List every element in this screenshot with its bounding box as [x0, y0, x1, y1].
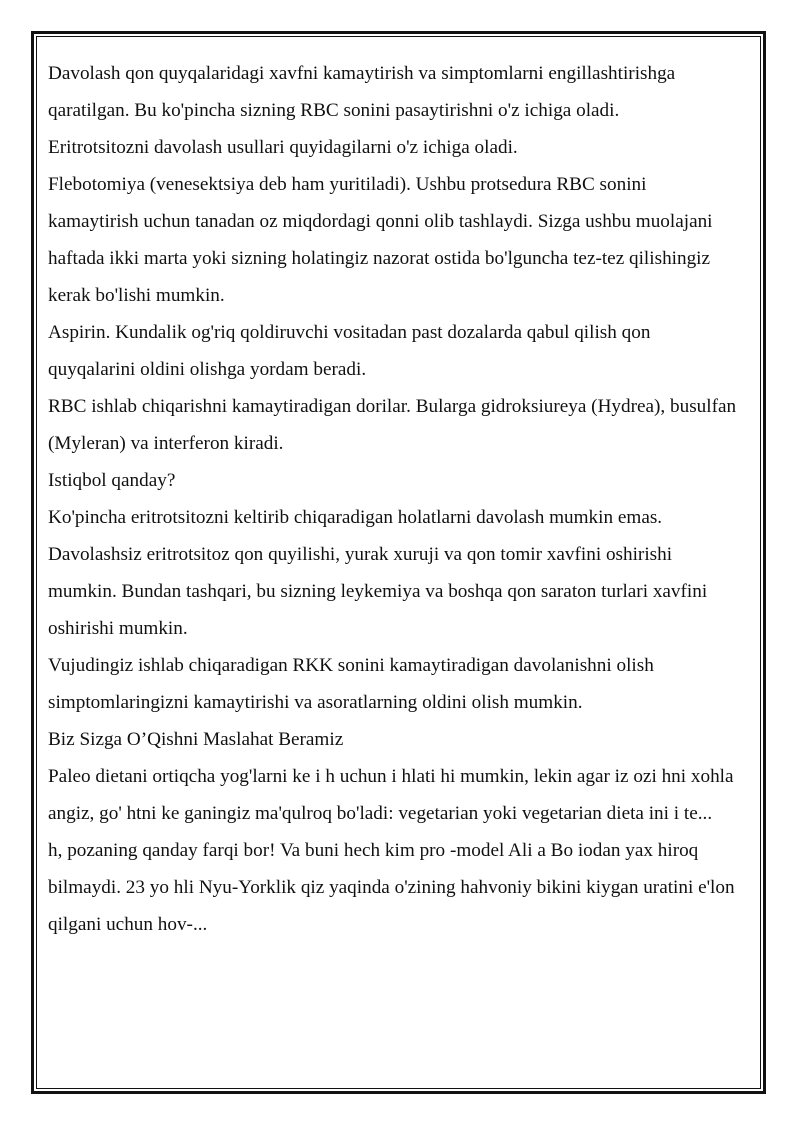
paragraph-recommended-paleo: Paleo dietani ortiqcha yog'larni ke i h uchun i hlati hi mumkin, lekin agar iz ozi hni xohla angiz, go' htni ke ganingiz ma'qulroq bo'ladi: vegetarian yoki vegetarian dieta ini i te... — [48, 766, 734, 824]
paragraph-recommended-pose: h, pozaning qanday farqi bor! Va buni hech kim pro -model Ali a Bo iodan yax hiroq bilmaydi. 23 yo hli Nyu-Yorklik qiz yaqinda o'zining hahvoniy bikini kiygan uratini e'lon qilgani uchun hov-... — [48, 840, 735, 935]
paragraph-aspirin: Aspirin. Kundalik og'riq qoldiruvchi vositadan past dozalarda qabul qilish qon quyqalarini oldini olishga yordam beradi. — [48, 322, 651, 380]
paragraph-recommended-heading: Biz Sizga O’Qishni Maslahat Beramiz — [48, 729, 344, 750]
paragraph-treatment-intro: Davolash qon quyqalaridagi xavfni kamaytirish va simptomlarni engillashtirishga qaratilgan. Bu ko'pincha sizning RBC sonini pasaytirishni o'z ichiga oladi. — [48, 63, 676, 121]
document-body — [48, 55, 738, 943]
paragraph-treatment-methods: Eritrotsitozni davolash usullari quyidagilarni o'z ichiga oladi. — [48, 137, 518, 158]
paragraph-medications: RBC ishlab chiqarishni kamaytiradigan dorilar. Bularga gidroksiureya (Hydrea), busulfan (Myleran) va interferon kiradi. — [48, 396, 737, 454]
paragraph-phlebotomy: Flebotomiya (venesektsiya deb ham yuritiladi). Ushbu protsedura RBC sonini kamaytirish uchun tanadan oz miqdordagi qonni olib tashlaydi. Sizga ushbu muolajani haftada ikki marta yoki sizning holatingiz nazorat ostida bo'lguncha tez-tez qilishingiz kerak bo'lishi mumkin. — [48, 174, 713, 306]
paragraph-outlook: Ko'pincha eritrotsitozni keltirib chiqaradigan holatlarni davolash mumkin emas. Davolashsiz eritrotsitoz qon quyilishi, yurak xuruji va qon tomir xavfini oshirishi mumkin. Bundan tashqari, bu sizning leykemiya va boshqa qon saraton turlari xavfini oshirishi mumkin. — [48, 507, 708, 639]
paragraph-rbc-reduction: Vujudingiz ishlab chiqaradigan RKK sonini kamaytiradigan davolanishni olish simptomlaringizni kamaytirishi va asoratlarning oldini olish mumkin. — [48, 655, 654, 713]
paragraph-outlook-heading: Istiqbol qanday? — [48, 470, 176, 491]
